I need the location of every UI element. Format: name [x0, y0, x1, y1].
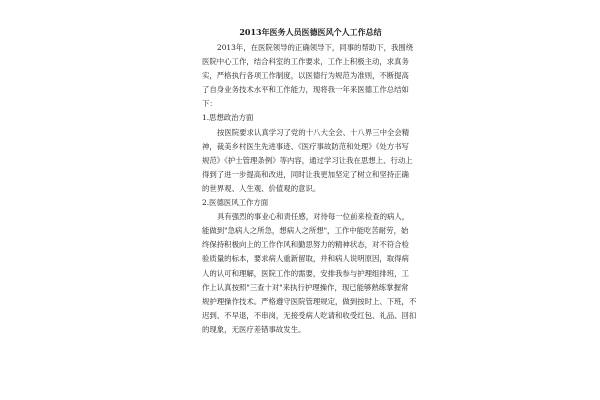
intro-line: 下：	[202, 99, 217, 109]
ethics-line: 作上认真按照"三查十对"来执行护理操作，现已能够熟练掌握常	[202, 282, 409, 292]
intro-line: 医院中心工作，结合科室的工作要求，工作上积极主动，求真务	[202, 57, 409, 67]
ethics-line: 能做到"急病人之所急，想病人之所想"，工作中能吃苦耐劳，始	[202, 226, 409, 236]
ethics-paragraph	[202, 210, 417, 337]
document-title: 2013年医务人员医德医风个人工作总结	[239, 27, 382, 37]
ethics-line: 迟到、不早退，不串岗，无接受病人吃请和收受红包、礼品、回扣	[202, 310, 417, 320]
ethics-line: 人的认可和理解，医院工作的需要，安排我参与护理组排班，工	[202, 268, 409, 278]
section-heading-politics: 1.思想政治方面	[202, 113, 254, 123]
intro-line: 2013年，在医院领导的正确领导下，同事的帮助下，我围绕	[217, 43, 414, 52]
section-heading-ethics: 2.医德医风工作方面	[202, 198, 269, 208]
intro-line: 实，严格执行各项工作制度，以医德行为规范为准则，不断提高	[202, 71, 409, 81]
intro-paragraph	[202, 41, 414, 111]
politics-line: 得到了进一步提高和改进，同时让我更加坚定了树立和坚持正确	[202, 169, 409, 179]
ethics-line: 验质量的标本，要求病人重新留取，并和病人说明原因，取得病	[202, 254, 409, 264]
politics-line: 规范》《护士管理条例》等内容，通过学习让我在思想上、行动上	[202, 155, 413, 165]
politics-line: 神，裁美乡村医生先进事迹、《医疗事故防范和处理》《处方书写	[202, 141, 409, 151]
ethics-line: 的现象，无医疗差错事故发生。	[202, 324, 306, 334]
ethics-line: 规护理操作技术。严格遵守医院管理规定，做到按时上、下班，不	[202, 296, 417, 306]
intro-line: 了自身业务技术水平和工作能力，现将我一年来医德工作总结如	[202, 85, 409, 95]
ethics-line: 具有强烈的事业心和责任感，对待每一位前来检查的病人，	[217, 212, 410, 222]
politics-line: 按医院要求认真学习了党的十八大全会、十八界三中全会精	[217, 127, 410, 137]
document-body	[202, 26, 417, 337]
politics-paragraph	[202, 126, 413, 196]
politics-line: 的世界观、人生观、价值观的意识。	[202, 183, 321, 193]
ethics-line: 终保持积极向上的工作作风和勤思努力的精神状态，对不符合检	[202, 240, 409, 250]
